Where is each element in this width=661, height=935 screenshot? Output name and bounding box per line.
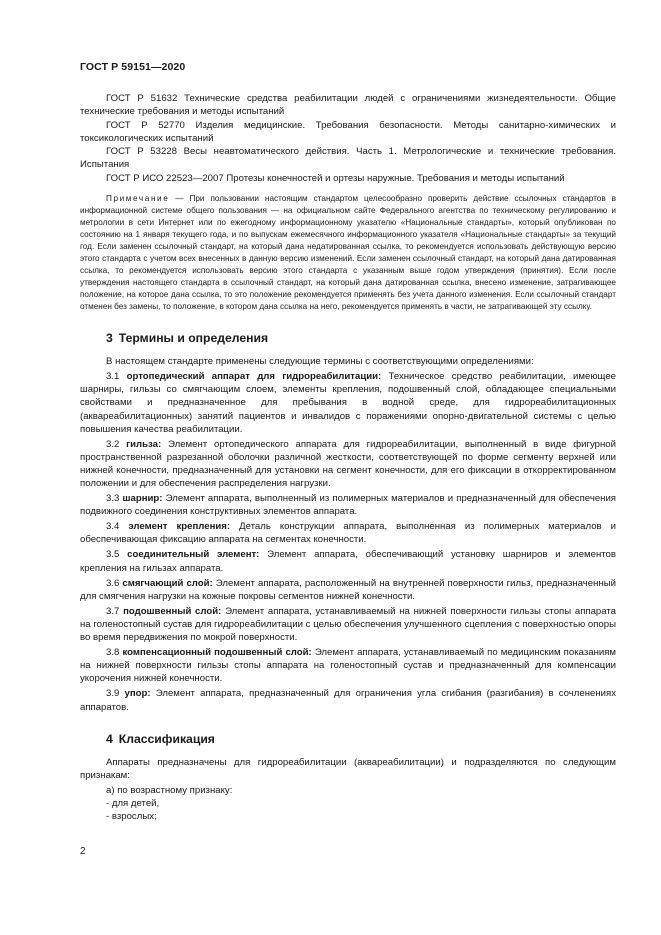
term-number: 3.5 bbox=[106, 549, 120, 561]
term-name: гильза: bbox=[126, 438, 162, 450]
term-text: Элемент ортопедического аппарата для гидрореабилитации, выполненный в виде фигурной пространственной разрезанной оболочки различной жесткости, соответствующей по форме сегменту верхней или нижней конечности, предназначенный для установки на сегмент конечности, для его фиксации в откорректированном положении и для обеспечения распределения нагрузки. bbox=[80, 438, 616, 489]
document-body bbox=[80, 92, 616, 823]
term-number: 3.7 bbox=[106, 605, 120, 617]
section-3-intro: В настоящем стандарте применены следующие термины с соответствующими определениями: bbox=[106, 356, 534, 368]
term-definition bbox=[80, 548, 616, 574]
page-number: 2 bbox=[80, 846, 86, 857]
term-definition bbox=[80, 605, 616, 644]
section-title: Классификация bbox=[118, 731, 215, 746]
term-name: шарнир: bbox=[122, 493, 163, 505]
term-definition bbox=[80, 687, 616, 713]
list-item: - для детей, bbox=[106, 797, 160, 809]
term-text: Элемент аппарата, устанавливаемый на нижней поверхности гильзы стопы аппарата на голеностопный сустав для гидрореабилитации с целью обеспечения улучшенного сцепления с поверхностью опоры во время передвижения по мокрой поверхности. bbox=[80, 605, 617, 644]
document-code-header: ГОСТ Р 59151—2020 bbox=[80, 61, 186, 73]
term-number: 3.4 bbox=[106, 521, 120, 533]
term-definition bbox=[80, 370, 616, 435]
term-text: Элемент аппарата, выполненный из полимерных материалов и предназначенный для обеспечения подвижного соединения конструктивных элементов аппарата. bbox=[80, 493, 617, 518]
term-number: 3.2 bbox=[106, 438, 120, 450]
normative-references-list bbox=[80, 92, 616, 185]
term-text: Техническое средство реабилитации, имеющее шарниры, гильзы со смягчающим слоем, элементы крепления, подошвенный слой, обладающее специальными свойствами и предназначенное для пребывания в водной среде, для гидрореабилитационных (аквареабилитационных) занятий пациентов и инвалидов с поражениями опорно-двигательной системы с целью повышения качества реабилитации. bbox=[80, 371, 616, 435]
section-title: Термины и определения bbox=[118, 331, 269, 346]
term-text: Элемент аппарата, расположенный на внутренней поверхности гильз, предназначенный для смягчения нагрузки на кожные покровы сегментов нижней конечности. bbox=[80, 577, 616, 602]
reference-item: ГОСТ Р 51632 Технические средства реабилитации людей с ограничениями жизнедеятельности. Общие технические требования и методы испытаний bbox=[80, 93, 616, 118]
term-name: компенсационный подошвенный слой: bbox=[122, 647, 312, 659]
term-definition bbox=[80, 577, 616, 603]
term-text: Элемент аппарата, обеспечивающий установку шарниров и элементов крепления на гильзах аппарата. bbox=[80, 549, 616, 574]
section-3-heading bbox=[106, 331, 616, 345]
term-number: 3.9 bbox=[106, 688, 120, 700]
term-definition bbox=[80, 520, 616, 546]
term-definition bbox=[80, 646, 616, 685]
term-name: упор: bbox=[124, 688, 151, 700]
reference-item: ГОСТ Р 52770 Изделия медицинские. Требования безопасности. Методы санитарно-химических и токсикологических испытаний bbox=[80, 119, 616, 144]
section-4-heading bbox=[106, 732, 616, 746]
section-number: 4 bbox=[106, 731, 113, 746]
references-note bbox=[80, 193, 616, 313]
term-number: 3.3 bbox=[106, 493, 120, 505]
note-text: — При пользовании настоящим стандартом целесообразно проверить действие ссылочных стандартов в информационной системе общего пользования — на официальном сайте Федерального агентства по техническому регулированию и метрологии в сети Интернет или по ежегодному информационному указателю «Национальные стандарты», который опубликован по состоянию на 1 января текущего года, и по выпускам ежемесячного информационного указателя «Национальные стандарты» за текущий год. Если заменен ссылочный стандарт, на который дана недатированная ссылка, то рекомендуется использовать действующую версию этого стандарта с учетом всех внесенных в данную версию изменений. Если заменен ссылочный стандарт, на который дана датированная ссылка, то рекомендуется использовать версию этого стандарта с указанным выше годом утверждения (принятия). Если после утверждения настоящего стандарта в ссылочный стандарт, на который дана датированная ссылка, внесено изменение, затрагивающее положение, на которое дана ссылка, то это положение рекомендуется применять без учета данного изменения. Если ссылочный стандарт отменен без замены, то положение, в котором дана ссылка на него, рекомендуется применять в части, не затрагивающей эту ссылку. bbox=[80, 194, 616, 312]
list-item: - взрослых; bbox=[106, 810, 157, 822]
term-name: смягчающий слой: bbox=[122, 577, 213, 589]
reference-item: ГОСТ Р 53228 Весы неавтоматического действия. Часть 1. Метрологические и технические требования. Испытания bbox=[80, 146, 616, 171]
list-item: а) по возрастному признаку: bbox=[106, 784, 233, 796]
section-number: 3 bbox=[106, 331, 113, 346]
term-name: соединительный элемент: bbox=[127, 549, 260, 561]
reference-item: ГОСТ Р ИСО 22523—2007 Протезы конечностей и ортезы наружные. Требования и методы испытаний bbox=[106, 173, 565, 185]
term-number: 3.8 bbox=[106, 647, 120, 659]
note-label: Примечание bbox=[106, 194, 170, 204]
section-4-intro: Аппараты предназначены для гидрореабилитации (аквареабилитации) и подразделяются по следующим признакам: bbox=[80, 756, 616, 781]
term-name: элемент крепления: bbox=[128, 521, 231, 533]
terms-list bbox=[80, 370, 616, 713]
term-definition bbox=[80, 492, 616, 518]
term-name: подошвенный слой: bbox=[123, 605, 222, 617]
term-number: 3.6 bbox=[106, 577, 120, 589]
term-text: Элемент аппарата, устанавливаемый по медицинским показаниям на нижней поверхности гильзы стопы аппарата на голеностопный сустав и предназначенный для компенсации укорочения нижней конечности. bbox=[80, 647, 617, 685]
term-name: ортопедический аппарат для гидрореабилитации: bbox=[126, 371, 382, 383]
term-text: Элемент аппарата, предназначенный для ограничения угла сгибания (разгибания) в сочленениях аппаратов. bbox=[80, 688, 616, 713]
classification-list bbox=[80, 784, 616, 823]
term-definition bbox=[80, 438, 616, 490]
term-number: 3.1 bbox=[106, 371, 120, 383]
term-text: Деталь конструкции аппарата, выполненная из полимерных материалов и обеспечивающая фиксацию аппарата на сегментах конечности. bbox=[80, 521, 616, 546]
